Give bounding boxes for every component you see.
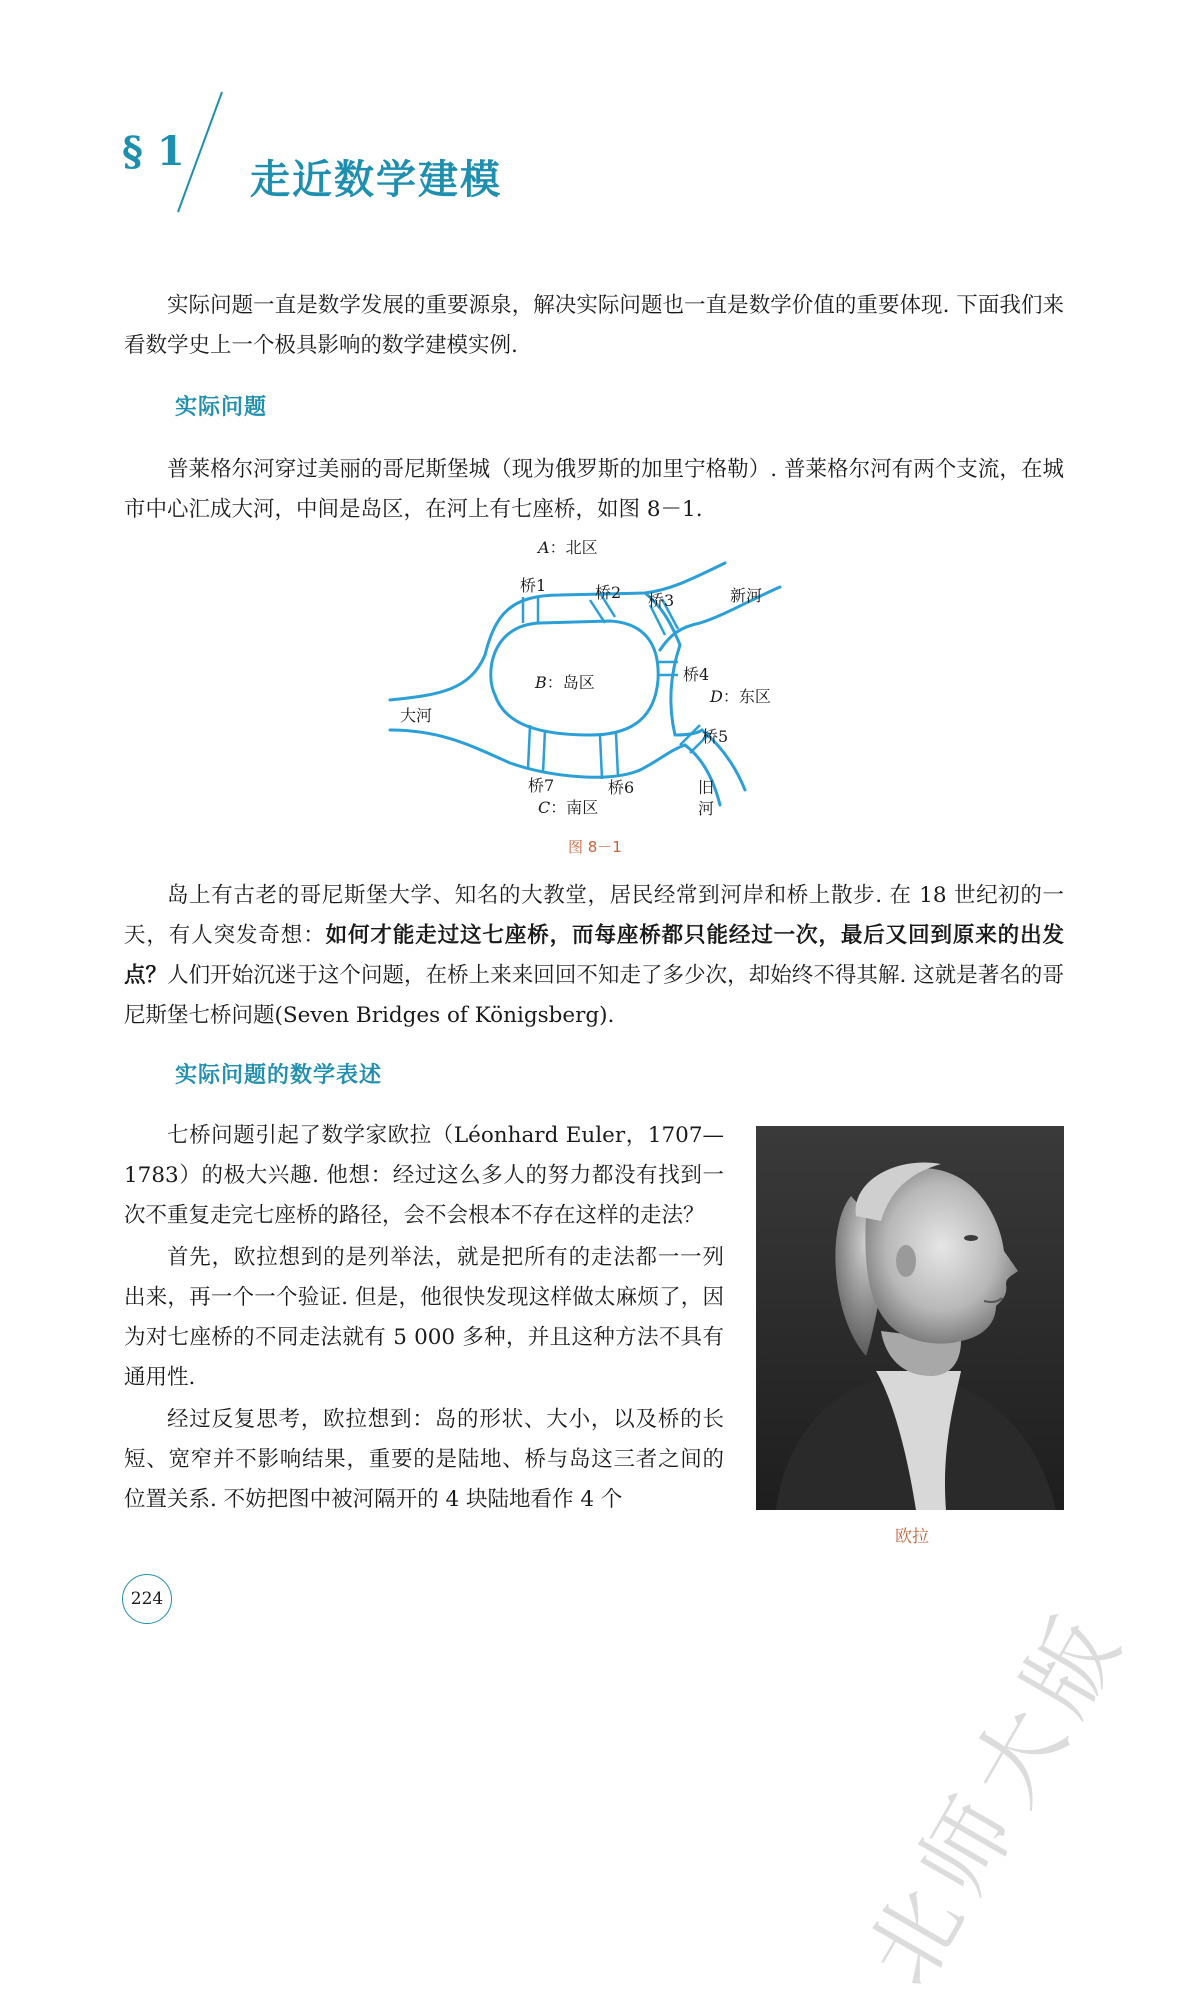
label-bridge4: 桥4: [683, 665, 710, 684]
bridge7-line-a: [528, 725, 530, 769]
section1-paragraph-1: 普莱格尔河穿过美丽的哥尼斯堡城（现为俄罗斯的加里宁格勒）. 普莱格尔河有两个支流，在城市中心汇成大河，中间是岛区，在河上有七座桥，如图 8－1.: [124, 457, 1064, 522]
section2-paragraph-3: 经过反复思考，欧拉想到：岛的形状、大小，以及桥的长短、宽窄并不影响结果，重要的是陆地、桥与岛这三者之间的位置关系. 不妨把图中被河隔开的 4 块陆地看作 4 个: [124, 1407, 724, 1512]
portrait-caption: 欧拉: [895, 1527, 929, 1547]
label-old-river-2: 河: [698, 799, 715, 818]
label-bridge2: 桥2: [595, 583, 622, 602]
label-big-river: 大河: [400, 706, 433, 725]
section2-text-column: [124, 1116, 724, 1522]
watermark: 北师大版: [847, 1589, 1147, 2003]
label-d-east: D：东区: [710, 687, 771, 706]
label-c-south: C：南区: [538, 798, 599, 817]
label-a-north: A：北区: [538, 538, 598, 557]
section2-paragraph-1: 七桥问题引起了数学家欧拉（Léonhard Euler，1707—1783）的极大兴趣. 他想：经过这么多人的努力都没有找到一次不重复走完七座桥的路径，会不会根本不存在这样的走法？: [124, 1123, 724, 1228]
page-title: 走近数学建模: [250, 157, 502, 203]
section2-paragraph-2: 首先，欧拉想到的是列举法，就是把所有的走法都一一列出来，再一个一个验证. 但是，他很快发现这样做太麻烦了，因为对七座桥的不同走法就有 5 000 多种，并且这种方法不具有通用性.: [124, 1245, 724, 1390]
section-heading-actual-problem: 实际问题: [175, 395, 268, 420]
label-old-river-1: 旧: [698, 778, 715, 797]
bridge6-line-a: [600, 735, 602, 779]
section-heading-math-expression: 实际问题的数学表述: [175, 1063, 383, 1088]
river-east-bank: [671, 645, 680, 735]
river-junction: [675, 730, 702, 735]
bridge6-line-b: [616, 733, 618, 777]
konigsberg-bridges-diagram: [380, 535, 810, 855]
figure-caption: 图 8－1: [568, 838, 622, 856]
page-number: 224: [122, 1574, 172, 1624]
section1-paragraph-2: 岛上有古老的哥尼斯堡大学、知名的大教堂，居民经常到河岸和桥上散步. 在 18 世纪初的一天，有人突发奇想：如何才能走过这七座桥，而每座桥都只能经过一次，最后又回到原来的出发点？人们开始沉迷于这个问题，在桥上来来回回不知走了多少次，却始终不得其解. 这就是著名的哥尼斯堡七桥问题(Seven Bridges of Königsberg).: [124, 883, 1064, 1028]
header-divider-line: [170, 90, 230, 220]
section-number: § 1: [122, 128, 185, 175]
label-bridge1: 桥1: [520, 576, 547, 595]
label-b-island: B：岛区: [535, 673, 595, 692]
label-bridge6: 桥6: [608, 778, 635, 797]
bridge2-line-a: [590, 600, 605, 623]
intro-paragraph: 实际问题一直是数学发展的重要源泉，解决实际问题也一直是数学价值的重要体现. 下面我们来看数学史上一个极具影响的数学建模实例.: [124, 293, 1064, 358]
label-new-river: 新河: [730, 586, 763, 605]
river-south-bank: [390, 730, 685, 777]
label-bridge5: 桥5: [702, 727, 729, 746]
label-bridge7: 桥7: [528, 776, 555, 795]
label-bridge3: 桥3: [648, 591, 675, 610]
euler-portrait-image: [756, 1126, 1064, 1510]
bridge7-line-b: [543, 730, 545, 773]
